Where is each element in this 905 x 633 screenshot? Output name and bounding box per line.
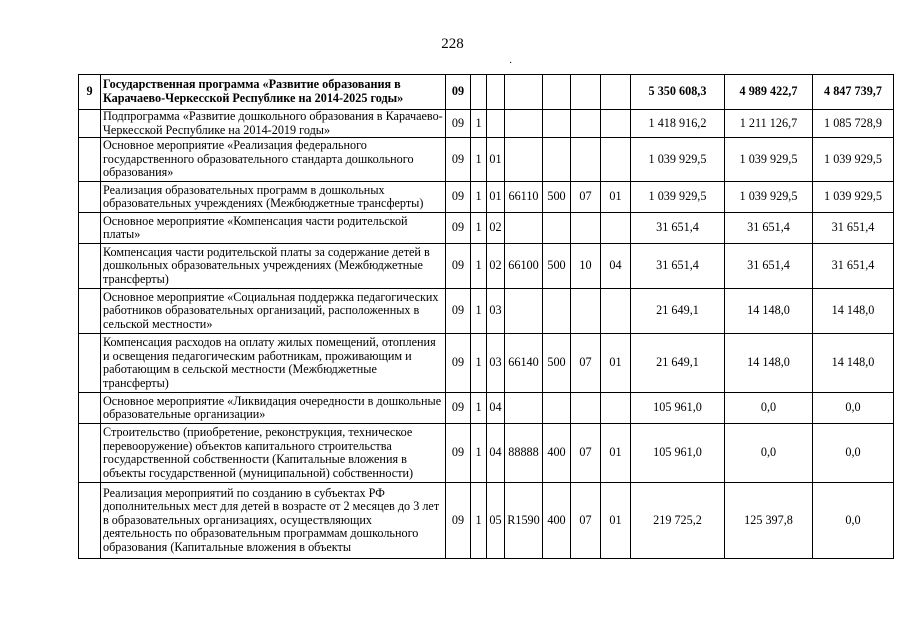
amount-year-3: 14 148,0 bbox=[813, 289, 894, 334]
table-row bbox=[79, 483, 894, 559]
code-expense-type bbox=[543, 213, 571, 244]
code-gp: 09 bbox=[446, 138, 471, 182]
row-name: Основное мероприятие «Социальная поддержка педагогических работников образовательных организаций, расположенных в сельской местности» bbox=[101, 289, 446, 334]
code-expense-type bbox=[543, 393, 571, 424]
code-expense-type: 500 bbox=[543, 244, 571, 289]
code-gp: 09 bbox=[446, 213, 471, 244]
code-direction: 88888 bbox=[505, 424, 543, 483]
table-row bbox=[79, 424, 894, 483]
code-expense-type bbox=[543, 110, 571, 138]
code-section bbox=[571, 75, 601, 110]
code-subsection bbox=[601, 289, 631, 334]
code-pp: 1 bbox=[471, 424, 487, 483]
amount-year-2: 1 039 929,5 bbox=[725, 182, 813, 213]
table-row bbox=[79, 75, 894, 110]
code-section bbox=[571, 289, 601, 334]
code-direction bbox=[505, 138, 543, 182]
code-subsection bbox=[601, 393, 631, 424]
code-direction bbox=[505, 289, 543, 334]
code-direction: 66110 bbox=[505, 182, 543, 213]
row-name: Основное мероприятие «Ликвидация очередности в дошкольные образовательные организации» bbox=[101, 393, 446, 424]
code-gp: 09 bbox=[446, 75, 471, 110]
amount-year-1: 1 418 916,2 bbox=[631, 110, 725, 138]
code-pp: 1 bbox=[471, 244, 487, 289]
code-pp: 1 bbox=[471, 110, 487, 138]
amount-year-3: 4 847 739,7 bbox=[813, 75, 894, 110]
row-name: Строительство (приобретение, реконструкция, техническое перевооружение) объектов капитального строительства государственной собственности (Капитальные вложения в объекты государственной (муниципальной) собственности) bbox=[101, 424, 446, 483]
amount-year-3: 0,0 bbox=[813, 483, 894, 559]
code-gp: 09 bbox=[446, 334, 471, 393]
code-subsection bbox=[601, 110, 631, 138]
code-pp: 1 bbox=[471, 483, 487, 559]
code-gp: 09 bbox=[446, 182, 471, 213]
row-name: Основное мероприятие «Компенсация части родительской платы» bbox=[101, 213, 446, 244]
amount-year-2: 1 039 929,5 bbox=[725, 138, 813, 182]
row-number: 9 bbox=[79, 75, 101, 110]
amount-year-2: 14 148,0 bbox=[725, 289, 813, 334]
table-row bbox=[79, 393, 894, 424]
table-row bbox=[79, 289, 894, 334]
amount-year-3: 1 039 929,5 bbox=[813, 182, 894, 213]
code-direction bbox=[505, 110, 543, 138]
code-gp: 09 bbox=[446, 110, 471, 138]
code-om: 03 bbox=[487, 289, 505, 334]
code-subsection bbox=[601, 213, 631, 244]
row-number bbox=[79, 393, 101, 424]
code-subsection: 04 bbox=[601, 244, 631, 289]
amount-year-2: 14 148,0 bbox=[725, 334, 813, 393]
scan-speck: · bbox=[509, 58, 513, 69]
table-row bbox=[79, 334, 894, 393]
code-om: 02 bbox=[487, 244, 505, 289]
code-subsection: 01 bbox=[601, 424, 631, 483]
code-om: 05 bbox=[487, 483, 505, 559]
code-om: 04 bbox=[487, 424, 505, 483]
code-pp: 1 bbox=[471, 138, 487, 182]
code-section bbox=[571, 138, 601, 182]
page-number: 228 bbox=[441, 36, 464, 52]
amount-year-3: 1 039 929,5 bbox=[813, 138, 894, 182]
code-om: 02 bbox=[487, 213, 505, 244]
amount-year-1: 1 039 929,5 bbox=[631, 138, 725, 182]
code-subsection bbox=[601, 138, 631, 182]
row-number bbox=[79, 244, 101, 289]
code-subsection bbox=[601, 75, 631, 110]
code-pp: 1 bbox=[471, 289, 487, 334]
row-number bbox=[79, 213, 101, 244]
row-name: Основное мероприятие «Реализация федерального государственного образовательного стандарта дошкольного образования» bbox=[101, 138, 446, 182]
code-om: 03 bbox=[487, 334, 505, 393]
code-section bbox=[571, 213, 601, 244]
table-row bbox=[79, 138, 894, 182]
amount-year-3: 31 651,4 bbox=[813, 213, 894, 244]
row-name: Реализация образовательных программ в дошкольных образовательных учреждениях (Межбюджетные трансферты) bbox=[101, 182, 446, 213]
row-number bbox=[79, 110, 101, 138]
amount-year-3: 14 148,0 bbox=[813, 334, 894, 393]
row-name: Компенсация расходов на оплату жилых помещений, отопления и освещения педагогическим работникам, проживающим и работающим в сельской местности (Межбюджетные трансферты) bbox=[101, 334, 446, 393]
code-gp: 09 bbox=[446, 244, 471, 289]
amount-year-1: 21 649,1 bbox=[631, 289, 725, 334]
code-om: 04 bbox=[487, 393, 505, 424]
code-direction bbox=[505, 393, 543, 424]
budget-table bbox=[78, 74, 894, 559]
code-section: 07 bbox=[571, 182, 601, 213]
code-expense-type: 400 bbox=[543, 483, 571, 559]
row-number bbox=[79, 424, 101, 483]
code-expense-type bbox=[543, 138, 571, 182]
row-name: Государственная программа «Развитие образования в Карачаево-Черкесской Республике на 2014-2025 годы» bbox=[101, 75, 446, 110]
amount-year-1: 31 651,4 bbox=[631, 244, 725, 289]
code-pp: 1 bbox=[471, 334, 487, 393]
amount-year-2: 4 989 422,7 bbox=[725, 75, 813, 110]
code-direction: R1590 bbox=[505, 483, 543, 559]
amount-year-2: 0,0 bbox=[725, 424, 813, 483]
code-gp: 09 bbox=[446, 483, 471, 559]
code-section: 07 bbox=[571, 424, 601, 483]
amount-year-2: 125 397,8 bbox=[725, 483, 813, 559]
row-name: Компенсация части родительской платы за содержание детей в дошкольных образовательных учреждениях (Межбюджетные трансферты) bbox=[101, 244, 446, 289]
code-subsection: 01 bbox=[601, 334, 631, 393]
amount-year-1: 5 350 608,3 bbox=[631, 75, 725, 110]
table-row bbox=[79, 213, 894, 244]
code-pp: 1 bbox=[471, 182, 487, 213]
code-om: 01 bbox=[487, 138, 505, 182]
table-row bbox=[79, 182, 894, 213]
amount-year-3: 1 085 728,9 bbox=[813, 110, 894, 138]
code-section bbox=[571, 110, 601, 138]
amount-year-2: 0,0 bbox=[725, 393, 813, 424]
code-pp bbox=[471, 75, 487, 110]
amount-year-1: 105 961,0 bbox=[631, 393, 725, 424]
amount-year-3: 0,0 bbox=[813, 424, 894, 483]
amount-year-1: 105 961,0 bbox=[631, 424, 725, 483]
code-section: 07 bbox=[571, 334, 601, 393]
code-section: 10 bbox=[571, 244, 601, 289]
amount-year-2: 1 211 126,7 bbox=[725, 110, 813, 138]
row-number bbox=[79, 289, 101, 334]
amount-year-1: 1 039 929,5 bbox=[631, 182, 725, 213]
amount-year-3: 0,0 bbox=[813, 393, 894, 424]
code-expense-type: 400 bbox=[543, 424, 571, 483]
code-om: 01 bbox=[487, 182, 505, 213]
table-row bbox=[79, 110, 894, 138]
code-om bbox=[487, 110, 505, 138]
amount-year-3: 31 651,4 bbox=[813, 244, 894, 289]
amount-year-2: 31 651,4 bbox=[725, 244, 813, 289]
code-expense-type: 500 bbox=[543, 334, 571, 393]
amount-year-2: 31 651,4 bbox=[725, 213, 813, 244]
amount-year-1: 219 725,2 bbox=[631, 483, 725, 559]
code-gp: 09 bbox=[446, 289, 471, 334]
code-direction: 66140 bbox=[505, 334, 543, 393]
code-gp: 09 bbox=[446, 424, 471, 483]
row-number bbox=[79, 483, 101, 559]
code-expense-type bbox=[543, 289, 571, 334]
code-pp: 1 bbox=[471, 213, 487, 244]
code-section: 07 bbox=[571, 483, 601, 559]
row-name: Подпрограмма «Развитие дошкольного образования в Карачаево-Черкесской Республике на 2014-2019 годы» bbox=[101, 110, 446, 138]
amount-year-1: 31 651,4 bbox=[631, 213, 725, 244]
code-direction: 66100 bbox=[505, 244, 543, 289]
row-number bbox=[79, 182, 101, 213]
code-expense-type: 500 bbox=[543, 182, 571, 213]
row-name: Реализация мероприятий по созданию в субъектах РФ дополнительных мест для детей в возрасте от 2 месяцев до 3 лет в образовательных организациях, осуществляющих деятельность по образовательным программам дошкольного образования (Капитальные вложения в объекты bbox=[101, 483, 446, 559]
code-gp: 09 bbox=[446, 393, 471, 424]
code-subsection: 01 bbox=[601, 483, 631, 559]
code-direction bbox=[505, 213, 543, 244]
code-section bbox=[571, 393, 601, 424]
code-om bbox=[487, 75, 505, 110]
row-number bbox=[79, 334, 101, 393]
code-expense-type bbox=[543, 75, 571, 110]
amount-year-1: 21 649,1 bbox=[631, 334, 725, 393]
code-pp: 1 bbox=[471, 393, 487, 424]
row-number bbox=[79, 138, 101, 182]
code-subsection: 01 bbox=[601, 182, 631, 213]
code-direction bbox=[505, 75, 543, 110]
table-row bbox=[79, 244, 894, 289]
